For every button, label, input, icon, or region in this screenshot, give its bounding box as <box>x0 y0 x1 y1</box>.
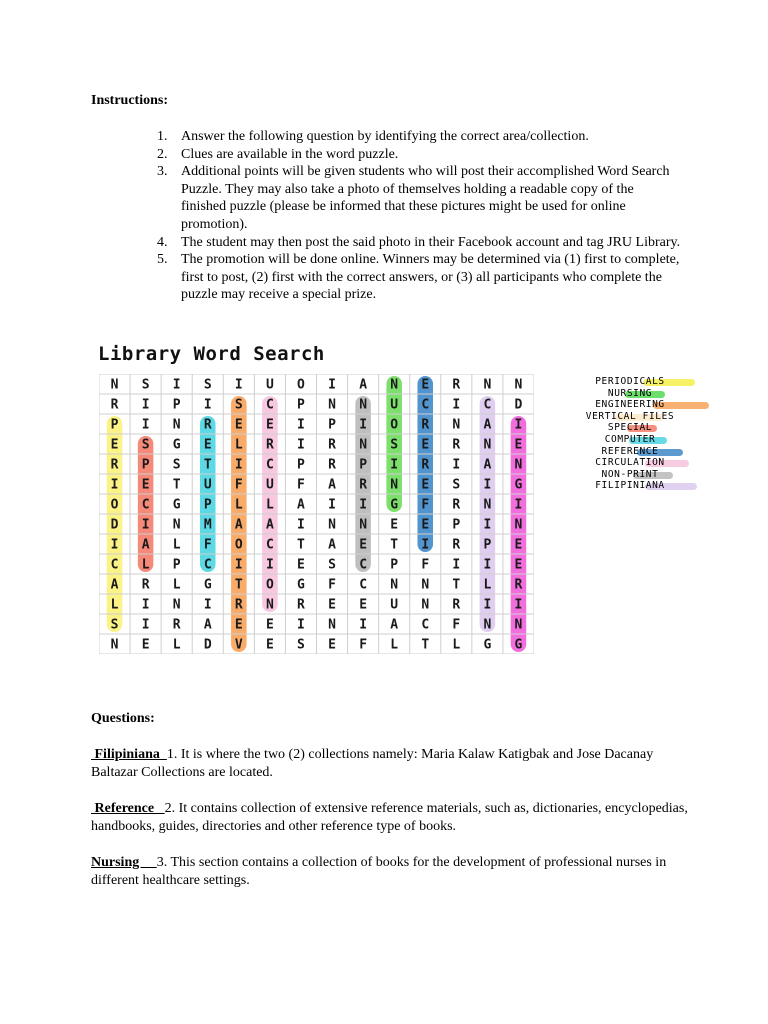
grid-letter: F <box>234 477 243 493</box>
instruction-item: 5. The promotion will be done online. Winners may be determined via (1) first to complete, first to post, (2) first with the correct answers, or (3) all participants who complete the puzzle may receive a special prize. <box>157 252 680 303</box>
word-list-label: FILIPINIANA <box>595 480 665 492</box>
grid-letter: C <box>359 557 368 573</box>
grid-letter: C <box>265 457 274 473</box>
grid-letter: A <box>265 517 274 533</box>
grid-letter: O <box>297 377 305 393</box>
question-text: 1. It is where the two (2) collections namely: Maria Kalaw Katigbak and Jose Dacanay Baltazar Collections are located. <box>91 747 654 780</box>
grid-letter: R <box>452 497 461 513</box>
grid-letter: R <box>172 617 181 633</box>
word-list-item <box>555 446 705 458</box>
grid-letter: T <box>172 477 181 493</box>
grid-letter: E <box>514 557 523 573</box>
grid-letter: N <box>110 377 119 393</box>
word-list-label: CIRCULATION <box>595 457 665 469</box>
grid-letter: R <box>265 437 274 453</box>
grid-letter: S <box>390 437 399 453</box>
grid-letter: I <box>234 557 243 573</box>
grid-letter: N <box>452 417 461 433</box>
grid-letter: I <box>203 597 212 613</box>
word-search-svg <box>99 374 534 654</box>
grid-letter: N <box>390 577 399 593</box>
grid-letter: E <box>234 617 243 633</box>
grid-letter: I <box>297 517 305 533</box>
grid-letter: N <box>172 597 181 613</box>
grid-letter: I <box>141 597 150 613</box>
grid-letter: P <box>359 457 368 473</box>
grid-letter: P <box>172 557 181 573</box>
grid-letter: A <box>359 377 368 393</box>
grid-letter: E <box>265 617 274 633</box>
question-3 <box>91 854 691 890</box>
grid-letter: T <box>390 537 399 553</box>
grid-letter: I <box>359 617 368 633</box>
grid-letter: S <box>203 377 212 393</box>
grid-letter: R <box>234 597 243 613</box>
grid-letter: O <box>110 497 119 513</box>
instruction-item: 3. Additional points will be given students who will post their accomplished Word Search Puzzle. They may also take a photo of themselves holding a readable copy of the finished puzzle (please be informed that these pictures might be used for online promotion). <box>157 164 670 232</box>
grid-letter: L <box>172 577 181 593</box>
grid-letter: R <box>203 417 212 433</box>
grid-letter: L <box>452 637 461 653</box>
grid-letter: N <box>514 377 523 393</box>
grid-letter: N <box>483 617 492 633</box>
grid-letter: G <box>514 477 523 493</box>
grid-letter: F <box>452 617 461 633</box>
grid-letter: A <box>328 477 336 493</box>
grid-letter: E <box>328 597 336 613</box>
answer-nursing: Nursing <box>91 855 157 870</box>
grid-letter: I <box>297 617 305 633</box>
grid-letter: G <box>172 497 181 513</box>
grid-letter: E <box>421 437 430 453</box>
grid-letter: E <box>421 517 430 533</box>
grid-letter: D <box>514 397 523 413</box>
grid-letter: L <box>234 497 243 513</box>
instructions-list <box>157 128 681 304</box>
question-1 <box>91 746 691 782</box>
grid-letter: A <box>203 617 212 633</box>
grid-letter: L <box>172 637 181 653</box>
grid-letter: I <box>359 497 368 513</box>
grid-letter: N <box>172 417 181 433</box>
grid-letter: N <box>390 477 399 493</box>
grid-letter: E <box>110 437 119 453</box>
puzzle-title: Library Word Search <box>98 343 325 365</box>
grid-letter: A <box>141 537 150 553</box>
grid-letter: E <box>265 417 274 433</box>
grid-letter: R <box>359 477 368 493</box>
grid-letter: I <box>234 377 243 393</box>
grid-letter: U <box>203 477 212 493</box>
grid-letter: O <box>234 537 243 553</box>
grid-letter: I <box>203 397 212 413</box>
grid-letter: N <box>514 457 523 473</box>
grid-letter: N <box>483 377 492 393</box>
word-list-label: VERTICAL FILES <box>585 410 675 422</box>
grid-letter: C <box>141 497 150 513</box>
grid-letter: L <box>234 437 243 453</box>
answer-reference: Reference <box>91 801 165 816</box>
question-2 <box>91 800 691 836</box>
grid-letter: R <box>297 597 305 613</box>
grid-letter: O <box>265 577 274 593</box>
grid-letter: D <box>203 637 212 653</box>
grid-letter: P <box>297 397 305 413</box>
grid-letter: C <box>265 537 274 553</box>
grid-letter: U <box>390 397 399 413</box>
grid-letter: I <box>483 517 492 533</box>
grid-letter: F <box>359 637 368 653</box>
word-list-label: PERIODICALS <box>595 376 665 387</box>
grid-letter: I <box>328 497 336 513</box>
grid-letter: E <box>421 477 430 493</box>
grid-letter: P <box>328 417 336 433</box>
grid-letter: I <box>514 417 523 433</box>
grid-letter: I <box>265 557 274 573</box>
grid-letter: N <box>172 517 181 533</box>
grid-letter: N <box>359 397 368 413</box>
grid-letter: I <box>452 457 461 473</box>
grid-letter: G <box>203 577 212 593</box>
grid-letter: L <box>110 597 119 613</box>
grid-letter: I <box>328 377 336 393</box>
grid-letter: N <box>328 517 336 533</box>
instruction-text: Clues are available in the word puzzle. <box>181 146 399 162</box>
grid-letter: F <box>203 537 212 553</box>
grid-letter: E <box>203 437 212 453</box>
grid-letter: E <box>514 437 523 453</box>
grid-letter: P <box>390 557 399 573</box>
grid-letter: M <box>203 517 212 533</box>
grid-letter: R <box>514 577 523 593</box>
word-list-item <box>555 376 705 388</box>
grid-letter: F <box>328 577 336 593</box>
grid-letter: I <box>234 457 243 473</box>
instructions-heading: Instructions: <box>91 93 169 108</box>
grid-letter: G <box>390 497 399 513</box>
instruction-item: 2. Clues are available in the word puzzle. <box>157 146 399 162</box>
grid-letter: I <box>359 417 368 433</box>
grid-letter: E <box>141 477 150 493</box>
grid-letter: F <box>421 557 430 573</box>
grid-letter: I <box>141 417 150 433</box>
grid-letter: I <box>297 437 305 453</box>
grid-letter: L <box>483 577 492 593</box>
word-list-item <box>555 469 705 481</box>
grid-letter: I <box>514 597 523 613</box>
grid-letter: I <box>141 397 150 413</box>
instruction-text: The promotion will be done online. Winners may be determined via (1) first to complete, first to post, (2) first with the correct answers, or (3) all participants who complete the puzzle may receive a special prize. <box>181 252 680 303</box>
grid-letter: R <box>141 577 150 593</box>
grid-letter: S <box>110 617 119 633</box>
grid-letter: L <box>141 557 150 573</box>
grid-letter: R <box>110 397 119 413</box>
word-list-item <box>555 457 705 469</box>
word-list-label: SPECIAL <box>607 422 653 434</box>
grid-letter: L <box>390 637 399 653</box>
word-list-item <box>555 399 705 411</box>
grid-letter: N <box>483 497 492 513</box>
grid-letter: T <box>203 457 212 473</box>
grid-letter: C <box>203 557 212 573</box>
word-list-label: ENGINEERING <box>595 399 665 411</box>
questions-heading: Questions: <box>91 711 155 726</box>
grid-letter: I <box>390 457 399 473</box>
grid-letter: C <box>110 557 119 573</box>
grid-letter: P <box>452 517 461 533</box>
grid-letter: E <box>141 637 150 653</box>
instruction-text: Answer the following question by identifying the correct area/collection. <box>181 129 589 144</box>
grid-letter: S <box>328 557 336 573</box>
word-list-label: NON-PRINT <box>601 468 659 480</box>
grid-letter: T <box>421 637 430 653</box>
grid-letter: T <box>234 577 243 593</box>
grid-letter: I <box>141 517 150 533</box>
grid-letter: R <box>421 457 430 473</box>
grid-letter: I <box>110 537 119 553</box>
grid-letter: P <box>297 457 305 473</box>
grid-letter: N <box>390 377 399 393</box>
grid-letter: N <box>359 437 368 453</box>
grid-letter: I <box>421 537 430 553</box>
grid-letter: N <box>328 397 336 413</box>
grid-letter: S <box>172 457 181 473</box>
grid-letter: I <box>514 497 523 513</box>
grid-letter: E <box>359 597 368 613</box>
question-text: 2. It contains collection of extensive reference materials, such as, dictionaries, encyclopedias, handbooks, guides, directories and other reference type of books. <box>91 801 688 834</box>
grid-letter: N <box>514 517 523 533</box>
grid-letter: D <box>110 517 119 533</box>
grid-letter: A <box>110 577 119 593</box>
word-list-item <box>555 434 705 446</box>
grid-letter: C <box>421 617 430 633</box>
answer-filipiniana: Filipiniana <box>91 747 167 762</box>
grid-letter: N <box>110 637 119 653</box>
word-list-label: NURSING <box>607 387 653 399</box>
grid-letter: C <box>359 577 368 593</box>
grid-letter: R <box>328 437 336 453</box>
grid-letter: E <box>390 517 399 533</box>
grid-letter: G <box>172 437 181 453</box>
grid-letter: E <box>234 417 243 433</box>
grid-letter: E <box>297 557 305 573</box>
grid-letter: N <box>483 437 492 453</box>
grid-letter: T <box>452 577 461 593</box>
word-list-item <box>555 411 705 423</box>
grid-letter: L <box>265 497 274 513</box>
grid-letter: U <box>265 477 274 493</box>
grid-letter: R <box>421 417 430 433</box>
grid-letter: O <box>390 417 399 433</box>
grid-letter: N <box>265 597 274 613</box>
grid-letter: N <box>328 617 336 633</box>
instruction-item: 4. The student may then post the said photo in their Facebook account and tag JRU Library. <box>157 234 681 250</box>
grid-letter: A <box>483 417 492 433</box>
instruction-text: Additional points will be given students who will post their accomplished Word Search Puzzle. They may also take a photo of themselves holding a readable copy of the finished puzzle (please be informed that these pictures might be used for online promotion). <box>181 164 670 232</box>
grid-letter: N <box>421 577 430 593</box>
grid-letter: E <box>514 537 523 553</box>
grid-letter: R <box>452 437 461 453</box>
grid-letter: I <box>483 597 492 613</box>
grid-letter: N <box>359 517 368 533</box>
grid-letter: I <box>452 397 461 413</box>
grid-letter: P <box>483 537 492 553</box>
grid-letter: N <box>421 597 430 613</box>
grid-letter: A <box>483 457 492 473</box>
grid-letter: N <box>514 617 523 633</box>
grid-letter: S <box>234 397 243 413</box>
grid-letter: S <box>141 377 150 393</box>
grid-letter: G <box>483 637 492 653</box>
grid-letter: A <box>234 517 243 533</box>
grid-letter: A <box>390 617 399 633</box>
instruction-text: The student may then post the said photo in their Facebook account and tag JRU Library. <box>181 234 681 250</box>
grid-letter: C <box>483 397 492 413</box>
grid-letter: I <box>172 377 181 393</box>
word-list-item <box>555 422 705 434</box>
grid-letter: V <box>234 637 243 653</box>
grid-letter: I <box>483 557 492 573</box>
grid-letter: I <box>483 477 492 493</box>
grid-letter: A <box>328 537 336 553</box>
grid-letter: A <box>297 497 305 513</box>
grid-letter: I <box>110 477 119 493</box>
grid-letter: E <box>359 537 368 553</box>
grid-letter: I <box>452 557 461 573</box>
word-list <box>555 376 705 492</box>
word-search-grid <box>99 374 534 654</box>
grid-letter: G <box>514 637 523 653</box>
grid-letter: C <box>265 397 274 413</box>
grid-letter: T <box>297 537 305 553</box>
word-list-item <box>555 480 705 492</box>
grid-letter: R <box>328 457 336 473</box>
word-list-label: REFERENCE <box>601 445 659 457</box>
grid-letter: U <box>390 597 399 613</box>
grid-letter: I <box>141 617 150 633</box>
instruction-item: 1. Answer the following question by identifying the correct area/collection. <box>157 129 589 144</box>
grid-letter: E <box>328 637 336 653</box>
grid-letter: P <box>172 397 181 413</box>
word-list-item <box>555 388 705 400</box>
grid-letter: S <box>141 437 150 453</box>
grid-letter: L <box>172 537 181 553</box>
grid-letter: R <box>110 457 119 473</box>
grid-letter: E <box>421 377 430 393</box>
grid-letter: F <box>421 497 430 513</box>
grid-letter: E <box>265 637 274 653</box>
question-text: 3. This section contains a collection of books for the development of professional nurses in different healthcare settings. <box>91 855 667 888</box>
grid-letter: C <box>421 397 430 413</box>
grid-letter: P <box>141 457 150 473</box>
grid-letter: U <box>265 377 274 393</box>
grid-letter: P <box>203 497 212 513</box>
grid-letter: S <box>297 637 305 653</box>
grid-letter: R <box>452 377 461 393</box>
grid-letter: F <box>297 477 305 493</box>
grid-letter: R <box>452 597 461 613</box>
grid-letter: R <box>452 537 461 553</box>
word-list-label: COMPUTER <box>604 433 656 445</box>
grid-letter: S <box>452 477 461 493</box>
grid-letter: P <box>110 417 119 433</box>
grid-letter: G <box>297 577 305 593</box>
grid-letter: I <box>297 417 305 433</box>
